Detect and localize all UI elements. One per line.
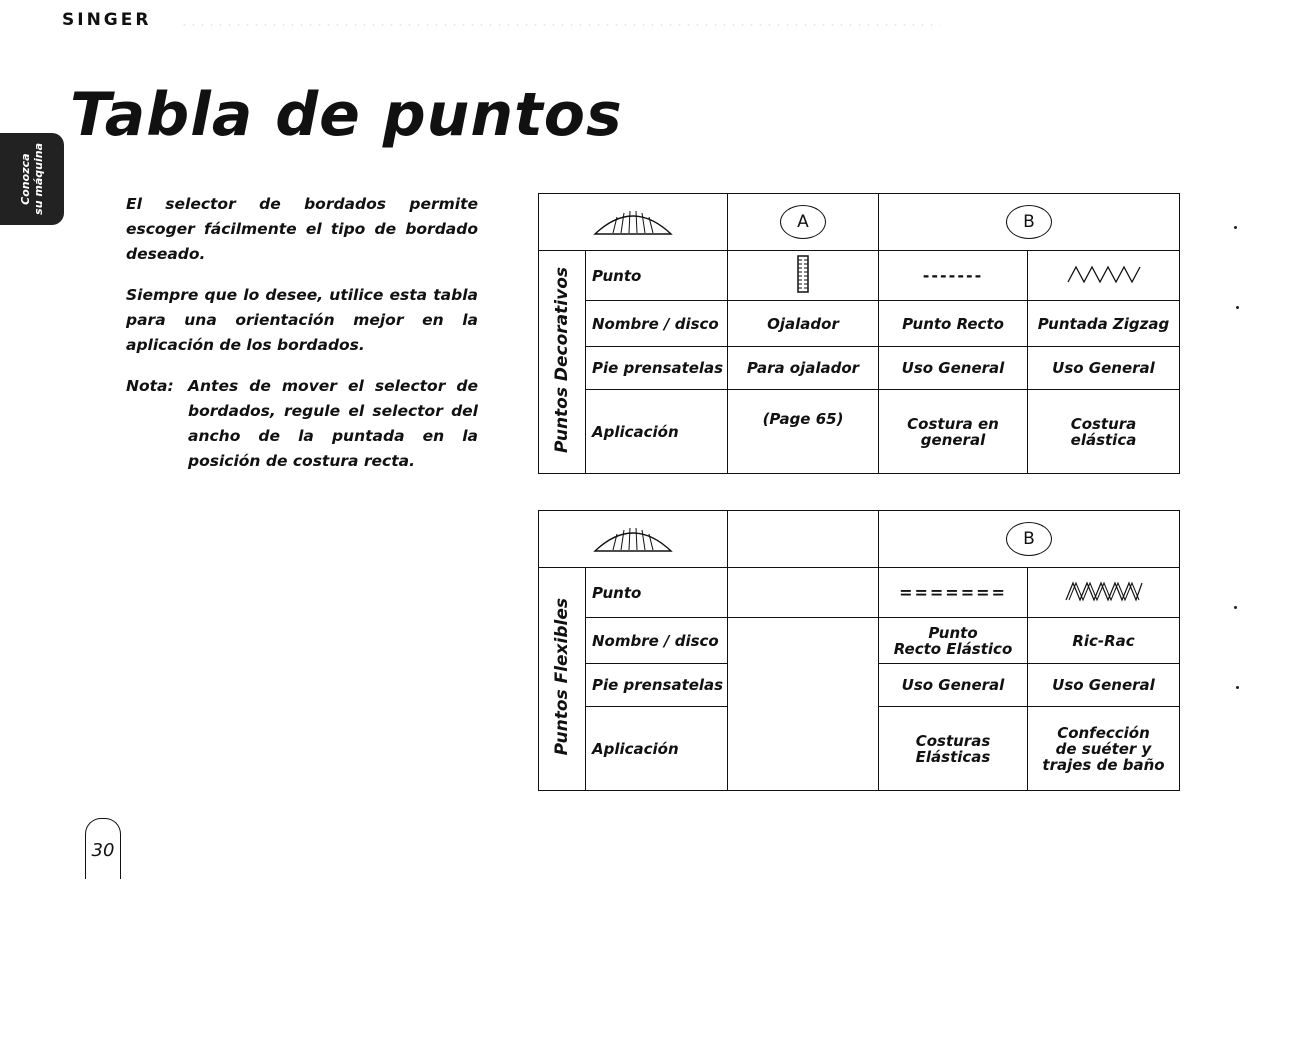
nombre-recto-elastico-line2: Recto Elástico <box>893 639 1013 658</box>
row-label-pie-2: Pie prensatelas <box>586 664 728 707</box>
aplicacion-recto <box>879 390 1028 474</box>
aplicacion-ricrac-line1: Confección <box>1057 723 1150 742</box>
dial-cell-2 <box>539 511 728 568</box>
stitch-symbol-elastic: ======= <box>879 568 1028 618</box>
row-label-aplicacion: Aplicación <box>586 390 728 474</box>
ric-rac-stitch-icon <box>1064 580 1144 602</box>
aplicacion-ojalador: (Page 65) <box>728 390 879 474</box>
stitch-symbol-zigzag <box>1028 251 1180 301</box>
pie-ricrac: Uso General <box>1028 664 1180 707</box>
nombre-recto-elastico <box>879 618 1028 664</box>
page-title: Tabla de puntos <box>70 80 623 150</box>
pie-ojalador: Para ojalador <box>728 347 879 390</box>
row-label-nombre: Nombre / disco <box>586 301 728 347</box>
intro-text <box>126 192 478 474</box>
nombre-zigzag: Puntada Zigzag <box>1028 301 1180 347</box>
pie-recto-elastico: Uso General <box>879 664 1028 707</box>
flexible-stitch-table <box>538 510 1180 791</box>
empty-cell <box>728 568 879 618</box>
decorative-stitch-table <box>538 193 1180 474</box>
aplicacion-zigzag-line1: Costura <box>1070 414 1137 433</box>
selector-dial-icon <box>591 521 675 557</box>
buttonhole-stitch-icon <box>796 254 810 294</box>
aplicacion-recto-line2: general <box>920 430 986 449</box>
aplicacion-zigzag <box>1028 390 1180 474</box>
group-a-header <box>728 194 879 251</box>
group-a-circle: A <box>780 205 826 239</box>
intro-paragraph-2: Siempre que lo desee, utilice esta tabla para una orientación mejor en la aplicación de los bordados. <box>126 286 478 354</box>
note <box>126 374 478 474</box>
aplicacion-ricrac-line3: trajes de baño <box>1042 755 1165 774</box>
row-label-punto-2: Punto <box>586 568 728 618</box>
nombre-punto-recto: Punto Recto <box>879 301 1028 347</box>
section-tab-line1: Conozca <box>19 153 32 205</box>
aplicacion-recto-elastico-line2: Elásticas <box>915 747 991 766</box>
page-number: 30 <box>85 818 121 879</box>
group-b-circle-2: B <box>1006 522 1052 556</box>
zigzag-stitch-icon <box>1066 264 1142 284</box>
empty-merged-cell <box>728 618 879 791</box>
aplicacion-recto-line1: Costura en <box>907 414 999 433</box>
nombre-recto-elastico-line1: Punto <box>928 623 978 642</box>
group-b-circle: B <box>1006 205 1052 239</box>
scan-speck <box>1236 306 1239 309</box>
scan-artifact <box>180 22 940 28</box>
pie-recto: Uso General <box>879 347 1028 390</box>
aplicacion-recto-elastico <box>879 707 1028 791</box>
section-label-text: Puntos Decorativos <box>552 267 572 453</box>
scan-speck <box>1234 606 1237 609</box>
stitch-symbol-straight: ------- <box>879 251 1028 301</box>
section-label-decorativos <box>539 251 586 474</box>
stitch-symbol-ricrac <box>1028 568 1180 618</box>
group-b-header <box>879 194 1180 251</box>
row-label-punto: Punto <box>586 251 728 301</box>
section-label-text-2: Puntos Flexibles <box>552 598 572 756</box>
section-tab <box>0 133 64 225</box>
note-label: Nota: <box>126 377 174 395</box>
intro-paragraph-1: El selector de bordados permite escoger fácilmente el tipo de bordado deseado. <box>126 195 478 263</box>
row-label-nombre-2: Nombre / disco <box>586 618 728 664</box>
note-text: Antes de mover el selector de bordados, regule el selector del ancho de la puntada en la posición de costura recta. <box>188 377 478 470</box>
aplicacion-recto-elastico-line1: Costuras <box>915 731 991 750</box>
section-label-flexibles <box>539 568 586 791</box>
section-tab-line2: su máquina <box>32 143 45 215</box>
row-label-pie: Pie prensatelas <box>586 347 728 390</box>
aplicacion-ricrac-line2: de suéter y <box>1055 739 1152 758</box>
selector-dial-icon <box>591 204 675 240</box>
nombre-ojalador: Ojalador <box>728 301 879 347</box>
empty-group-cell <box>728 511 879 568</box>
dial-cell <box>539 194 728 251</box>
brand-logo: SINGER <box>62 10 152 30</box>
row-label-aplicacion-2: Aplicación <box>586 707 728 791</box>
nombre-ricrac: Ric-Rac <box>1028 618 1180 664</box>
aplicacion-ricrac <box>1028 707 1180 791</box>
aplicacion-zigzag-line2: elástica <box>1070 430 1137 449</box>
scan-speck <box>1234 226 1237 229</box>
pie-zigzag: Uso General <box>1028 347 1180 390</box>
scan-speck <box>1236 686 1239 689</box>
group-b-header-2 <box>879 511 1180 568</box>
stitch-symbol-buttonhole <box>728 251 879 301</box>
